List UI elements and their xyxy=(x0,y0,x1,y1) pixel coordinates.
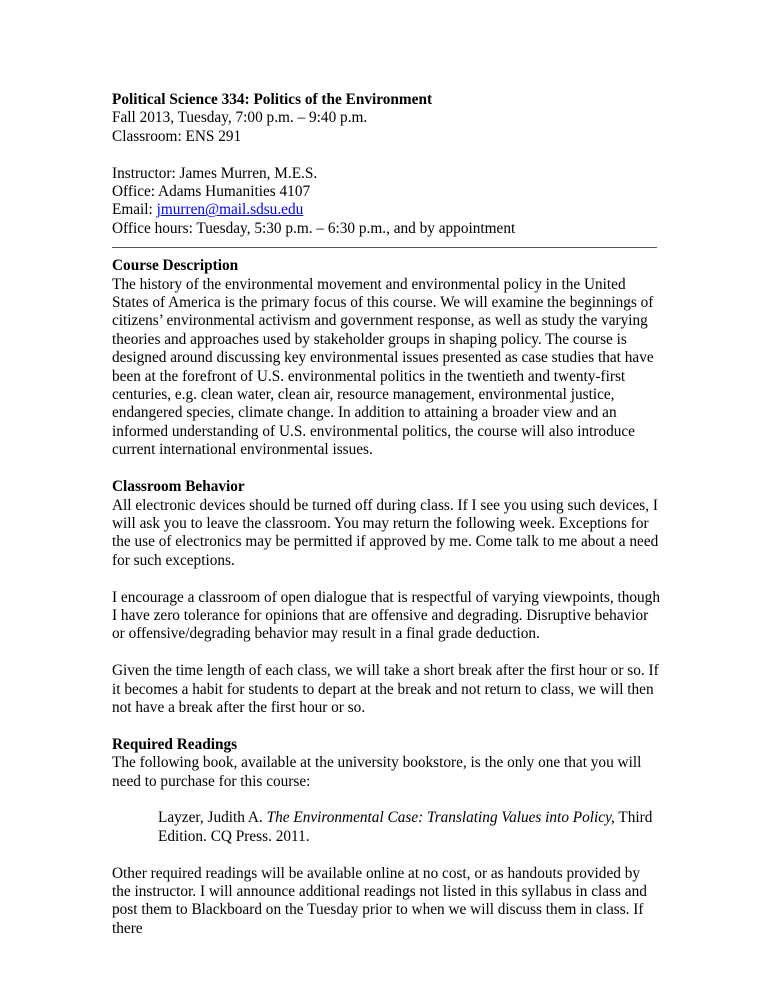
email-label: Email: xyxy=(112,201,157,219)
horizontal-divider xyxy=(112,247,657,248)
instructor-email-link[interactable]: jmurren@mail.sdsu.edu xyxy=(156,201,304,219)
classroom-behavior-para-1: All electronic devices should be turned off during class. If I see you using such devices, I will ask you to leave the classroom. You may return the following week. Exceptions for the use of electronics may be permitted if approved by me. Come talk to me about a need for such exceptions. xyxy=(112,496,659,569)
course-description-heading: Course Description xyxy=(112,257,239,275)
instructor-office-hours: Office hours: Tuesday, 5:30 p.m. – 6:30 p.m., and by appointment xyxy=(112,219,516,237)
instructor-name: Instructor: James Murren, M.E.S. xyxy=(112,164,318,182)
course-title: Political Science 334: Politics of the Environment xyxy=(112,91,433,108)
citation-title: The Environmental Case: Translating Values into Policy, xyxy=(266,809,615,827)
citation-rest: . CQ Press. 2011. xyxy=(203,827,310,845)
required-readings-heading: Required Readings xyxy=(112,735,238,753)
course-classroom: Classroom: ENS 291 xyxy=(112,127,242,145)
classroom-behavior-heading: Classroom Behavior xyxy=(112,478,245,496)
required-readings-para: Other required readings will be available online at no cost, or as handouts provided by the instructor. I will announce additional readings not listed in this syllabus in class and post them to Blackboard on the Tuesday prior to when we will discuss them in class. If there xyxy=(112,864,647,937)
instructor-email-line xyxy=(112,201,660,219)
classroom-behavior-para-3: Given the time length of each class, we will take a short break after the first hour or so. If it becomes a habit for students to depart at the break and not return to class, we will then not have a break after the first hour or so. xyxy=(112,662,659,716)
required-readings-intro: The following book, available at the university bookstore, is the only one that you will need to purchase for this course: xyxy=(112,754,642,790)
citation-author: Layzer, Judith A. xyxy=(158,809,267,827)
course-description-text: The history of the environmental movement and environmental policy in the United States of America is the primary focus of this course. We will examine the beginnings of citizens’ environmental activism and government response, as well as study the varying theories and approaches used by stakeholder groups in shaping policy. The course is designed around discussing key environmental issues presented as case studies that have been at the forefront of U.S. environmental politics in the twentieth and twenty-first centuries, e.g. clean water, clean air, resource management, environmental justice, endangered species, climate change. In addition to attaining a broader view and an informed understanding of U.S. environmental politics, the course will also introduce current international environmental issues. xyxy=(112,275,654,459)
classroom-behavior-para-2: I encourage a classroom of open dialogue that is respectful of varying viewpoints, though I have zero tolerance for opinions that are offensive and degrading. Disruptive behavior or offensive/degrading behavior may result in a final grade deduction. xyxy=(112,588,660,643)
citation-edition: Third Edition xyxy=(158,809,653,845)
syllabus-page xyxy=(112,91,660,938)
book-citation xyxy=(112,809,660,846)
course-schedule: Fall 2013, Tuesday, 7:00 p.m. – 9:40 p.m. xyxy=(112,109,368,127)
instructor-office: Office: Adams Humanities 4107 xyxy=(112,183,311,201)
